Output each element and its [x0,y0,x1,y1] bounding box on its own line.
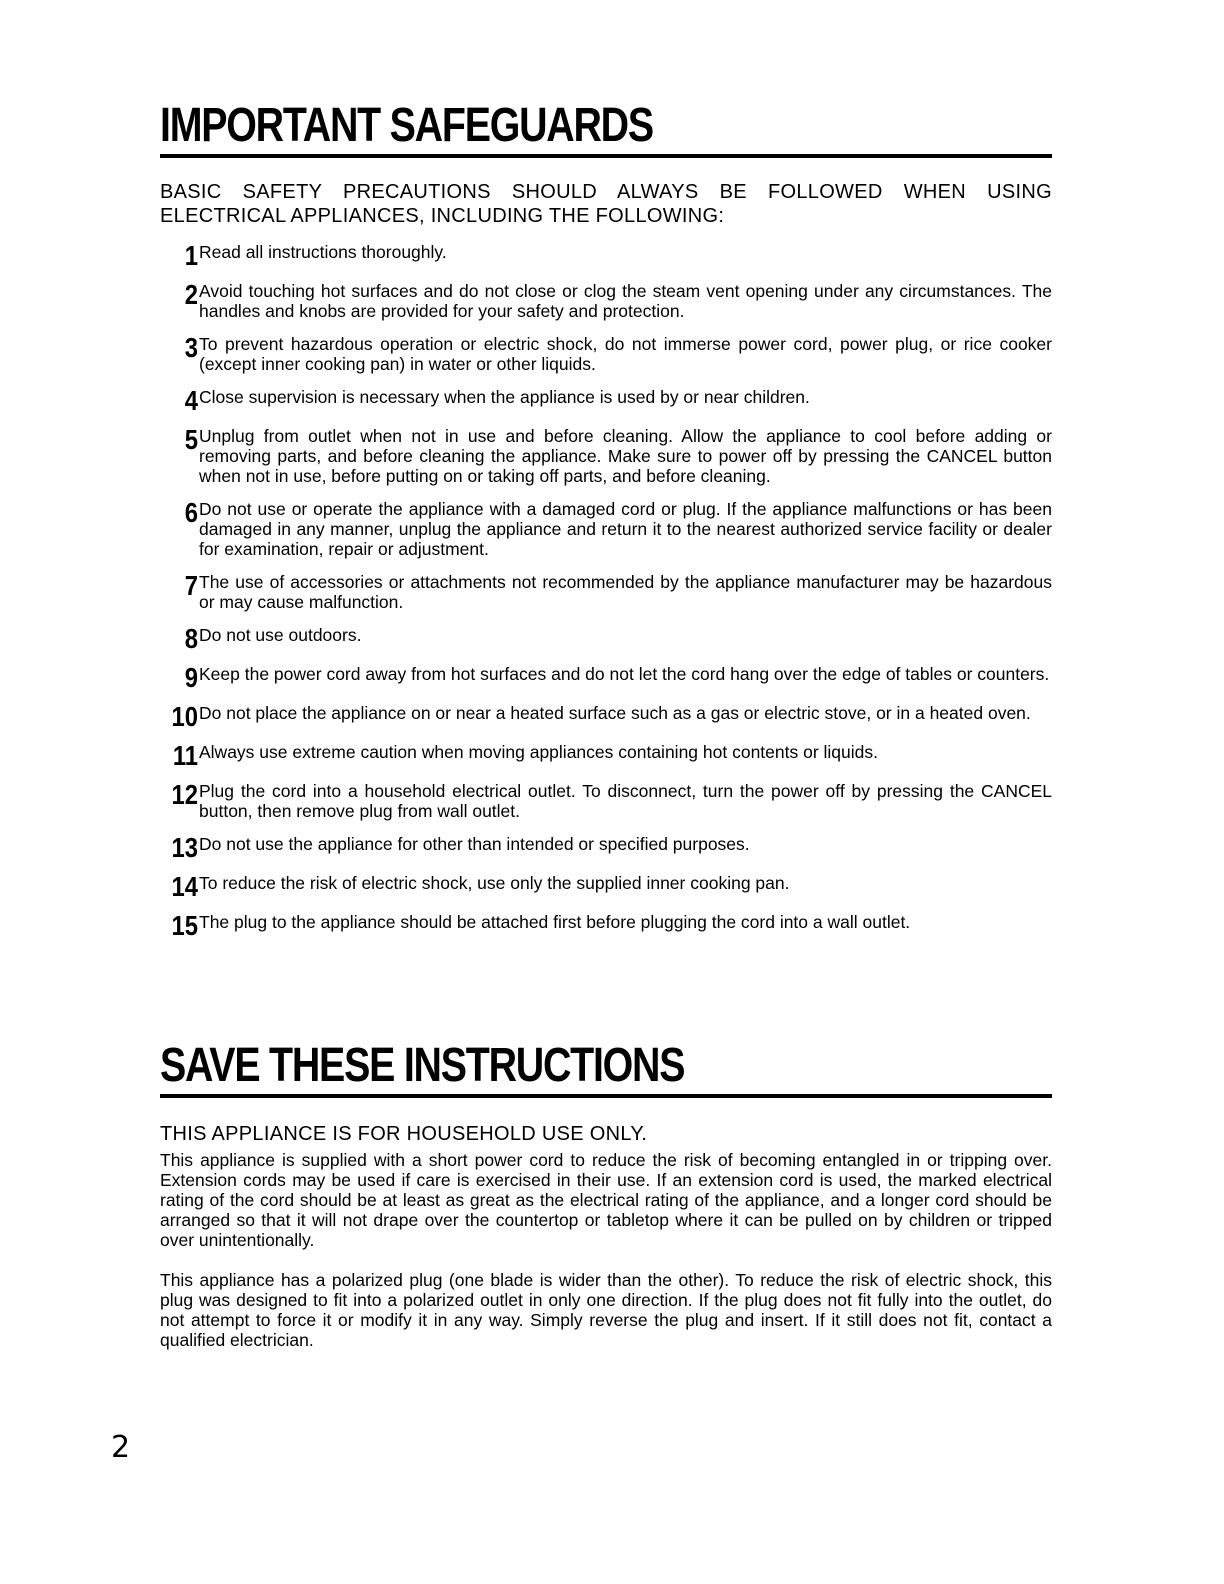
item-number: 4 [184,385,198,416]
item-text: The use of accessories or attachments not recommended by the appliance manufacturer may be hazardous or may cause malfunction. [199,572,1052,612]
item-number: 9 [184,662,198,693]
item-text: Unplug from outlet when not in use and before cleaning. Allow the appliance to cool before adding or removing parts, and before cleaning the appliance. Make sure to power off by pressing the CANCEL button when not in use, before putting on or taking off parts, and before cleaning. [199,426,1052,486]
item-text: Do not use the appliance for other than intended or specified purposes. [199,834,750,854]
item-number: 8 [184,623,198,654]
safeguards-section [160,100,1052,951]
item-number: 11 [172,740,198,771]
safeguards-lead: BASIC SAFETY PRECAUTIONS SHOULD ALWAYS BE FOLLOWED WHEN USING ELECTRICAL APPLIANCES, INCLUDING THE FOLLOWING: [160,181,1052,227]
cord-paragraph: This appliance is supplied with a short power cord to reduce the risk of becoming entangled in or tripping over. Extension cords may be used if care is exercised in their use. If an extension cord is used, the marked electrical rating of the cord should be at least as great as the electrical rating of the appliance, and a longer cord should be arranged so that it will not drape over the countertop or tabletop where it can be pulled on by children or tripped over unintentionally. [160,1150,1052,1250]
list-item [160,499,1052,559]
item-number: 5 [184,424,198,455]
item-text: Keep the power cord away from hot surfaces and do not let the cord hang over the edge of tables or counters. [199,664,1050,684]
item-number: 6 [184,497,198,528]
list-item [160,281,1052,321]
list-item [160,572,1052,612]
item-text: Do not use outdoors. [199,625,362,645]
item-number: 1 [184,240,198,271]
item-text: To reduce the risk of electric shock, use only the supplied inner cooking pan. [199,873,790,893]
save-section [160,1040,1052,1350]
item-text: Plug the cord into a household electrical outlet. To disconnect, turn the power off by pressing the CANCEL button, then remove plug from wall outlet. [199,781,1052,821]
save-title: SAVE THESE INSTRUCTIONS [160,1039,685,1092]
household-notice: THIS APPLIANCE IS FOR HOUSEHOLD USE ONLY. [160,1123,648,1145]
list-item [160,701,1052,732]
item-number: 3 [184,332,198,363]
item-text: Avoid touching hot surfaces and do not close or clog the steam vent opening under any circumstances. The handles and knobs are provided for your safety and protection. [199,281,1052,321]
item-text: Do not place the appliance on or near a heated surface such as a gas or electric stove, or in a heated oven. [199,703,1031,723]
safeguards-title: IMPORTANT SAFEGUARDS [160,99,653,152]
item-text: Close supervision is necessary when the appliance is used by or near children. [199,387,810,407]
list-item [160,871,1052,902]
item-text: The plug to the appliance should be attached first before plugging the cord into a wall outlet. [199,912,911,932]
page-number: 2 [111,1430,131,1465]
item-text: Read all instructions thoroughly. [199,242,447,262]
list-item [160,334,1052,374]
list-item [160,426,1052,486]
item-number: 12 [171,779,198,810]
list-item [160,240,1052,271]
list-item [160,623,1052,654]
list-item [160,910,1052,941]
item-number: 15 [171,910,198,941]
item-text: To prevent hazardous operation or electric shock, do not immerse power cord, power plug, or rice cooker (except inner cooking pan) in water or other liquids. [199,334,1052,374]
plug-paragraph: This appliance has a polarized plug (one blade is wider than the other). To reduce the risk of electric shock, this plug was designed to fit into a polarized outlet in only one direction. If the plug does not fit fully into the outlet, do not attempt to force it or modify it in any way. Simply reverse the plug and insert. If it still does not fit, contact a qualified electrician. [160,1270,1052,1350]
item-text: Do not use or operate the appliance with a damaged cord or plug. If the appliance malfunctions or has been damaged in any manner, unplug the appliance and return it to the nearest authorized service facility or dealer for examination, repair or adjustment. [199,499,1052,559]
list-item [160,385,1052,416]
list-item [160,781,1052,821]
title-rule [160,154,1052,158]
title-rule [160,1094,1052,1098]
list-item [160,662,1052,693]
list-item [160,832,1052,863]
item-text: Always use extreme caution when moving appliances containing hot contents or liquids. [199,742,878,762]
item-number: 10 [171,701,198,732]
item-number: 7 [184,570,198,601]
safeguards-list [160,240,1052,941]
item-number: 13 [171,832,198,863]
item-number: 14 [171,871,198,902]
list-item [160,740,1052,771]
item-number: 2 [184,279,198,310]
